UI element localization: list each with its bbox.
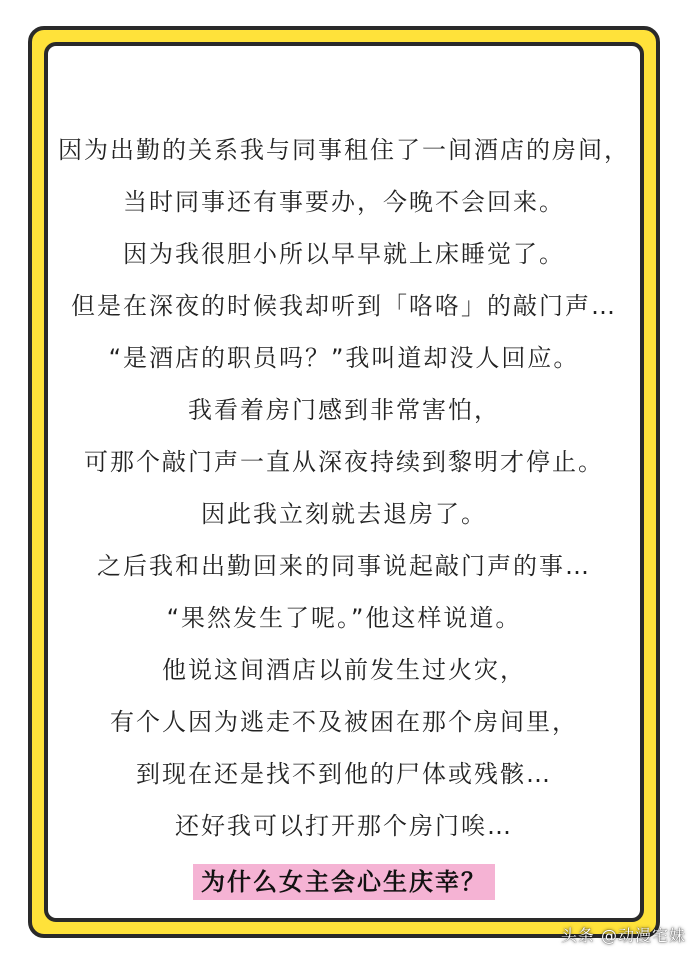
story-line: 还好我可以打开那个房门唉… bbox=[175, 812, 513, 840]
story-line: 可那个敲门声一直从深夜持续到黎明才停止。 bbox=[84, 448, 604, 476]
story-line: 因为我很胆小所以早早就上床睡觉了。 bbox=[123, 240, 565, 268]
story-line: 他说这间酒店以前发生过火灾， bbox=[162, 656, 526, 684]
question-row bbox=[48, 856, 640, 908]
highlighted-question: 为什么女主会心生庆幸？ bbox=[193, 864, 495, 900]
story-line: 之后我和出勤回来的同事说起敲门声的事… bbox=[97, 552, 591, 580]
story-line: 因为出勤的关系我与同事租住了一间酒店的房间， bbox=[58, 136, 630, 164]
story-text bbox=[48, 124, 640, 908]
story-line: 有个人因为逃走不及被困在那个房间里， bbox=[110, 708, 578, 736]
story-line: 当时同事还有事要办，今晚不会回来。 bbox=[123, 188, 565, 216]
story-line: 但是在深夜的时候我却听到「咯咯」的敲门声… bbox=[71, 292, 617, 320]
watermark: 头条 @动漫宅妹 bbox=[560, 926, 686, 945]
story-line: 我看着房门感到非常害怕， bbox=[188, 396, 500, 424]
story-line: 因此我立刻就去退房了。 bbox=[201, 500, 487, 528]
story-line: “是酒店的职员吗？”我叫道却没人回应。 bbox=[108, 344, 580, 372]
story-card bbox=[44, 42, 644, 922]
story-line: 到现在还是找不到他的尸体或残骸… bbox=[136, 760, 552, 788]
yellow-frame bbox=[28, 26, 660, 938]
story-line: “果然发生了呢。”他这样说道。 bbox=[166, 604, 522, 632]
